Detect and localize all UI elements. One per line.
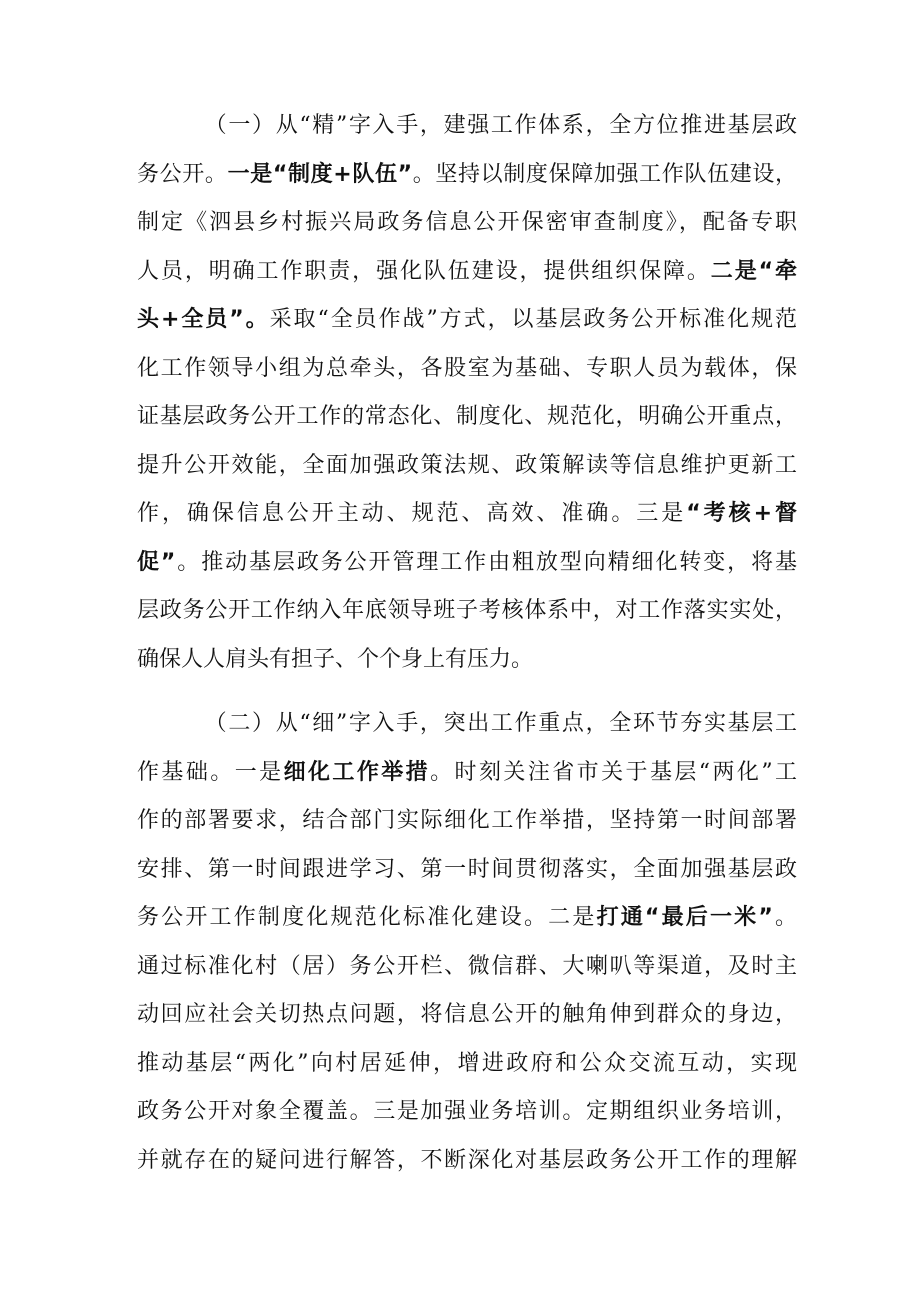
paragraph-two: [137, 700, 797, 1185]
text-line: 安排、第一时间跟进学习、第一时间贯彻落实，全面加强基层政: [137, 856, 797, 882]
text-line: 作，确保信息公开主动、规范、高效、准确。三是“考核+督: [137, 501, 797, 526]
bold-heading: “考核+督: [686, 501, 797, 526]
text-line: （一）从“精”字入手，建强工作体系，全方位推进基层政: [203, 113, 797, 138]
text-line: 化工作领导小组为总牵头，各股室为基础、专职人员为载体，保: [137, 355, 797, 381]
bold-heading: 促”: [137, 549, 176, 575]
text-line: 层政务公开工作纳入年底领导班子考核体系中，对工作落实实处，: [137, 598, 797, 623]
document-body: [137, 102, 797, 1185]
text-line: 证基层政务公开工作的常态化、制度化、规范化，明确公开重点，: [137, 404, 797, 429]
bold-heading: 一是“制度+队伍”: [227, 161, 413, 187]
text-line: 头+全员”。采取“全员作战”方式，以基层政务公开标准化规范: [137, 307, 797, 332]
text-line: 人员，明确工作职责，强化队伍建设，提供组织保障。二是“牵: [137, 258, 797, 284]
paragraph-spacer: [137, 684, 797, 700]
text-line: 务公开工作制度化规范化标准化建设。二是打通“最后一米”。: [137, 905, 797, 930]
text-line: 促”。推动基层政务公开管理工作由粗放型向精细化转变，将基: [137, 549, 797, 575]
text-line: 作基础。一是细化工作举措。时刻关注省市关于基层“两化”工: [137, 759, 797, 785]
text-line: 动回应社会关切热点问题，将信息公开的触角伸到群众的身边，: [137, 1002, 797, 1027]
paragraph-one: [137, 102, 797, 684]
bold-heading: 头+全员”。: [137, 307, 270, 332]
text-line: 提升公开效能，全面加强政策法规、政策解读等信息维护更新工: [137, 452, 797, 478]
bold-heading: 细化工作举措: [283, 759, 431, 785]
text-line: 务公开。一是“制度+队伍”。坚持以制度保障加强工作队伍建设，: [137, 161, 797, 187]
text-line: 推动基层“两化”向村居延伸，增进政府和公众交流互动，实现: [137, 1050, 797, 1076]
bold-heading: 二是“牵: [710, 258, 797, 284]
text-line: 制定《泗县乡村振兴局政务信息公开保密审查制度》，配备专职: [137, 210, 797, 235]
text-line: 政务公开对象全覆盖。三是加强业务培训。定期组织业务培训，: [137, 1099, 797, 1124]
text-line: 并就存在的疑问进行解答，不断深化对基层政务公开工作的理解: [137, 1147, 797, 1173]
text-line: 通过标准化村（居）务公开栏、微信群、大喇叭等渠道，及时主: [137, 953, 797, 979]
text-line: （二）从“细”字入手，突出工作重点，全环节夯实基层工: [203, 711, 797, 736]
text-line: 作的部署要求，结合部门实际细化工作举措，坚持第一时间部署: [137, 808, 797, 833]
bold-heading: 打通“最后一米”: [596, 905, 773, 930]
text-line: 确保人人肩头有担子、个个身上有压力。: [137, 646, 534, 672]
